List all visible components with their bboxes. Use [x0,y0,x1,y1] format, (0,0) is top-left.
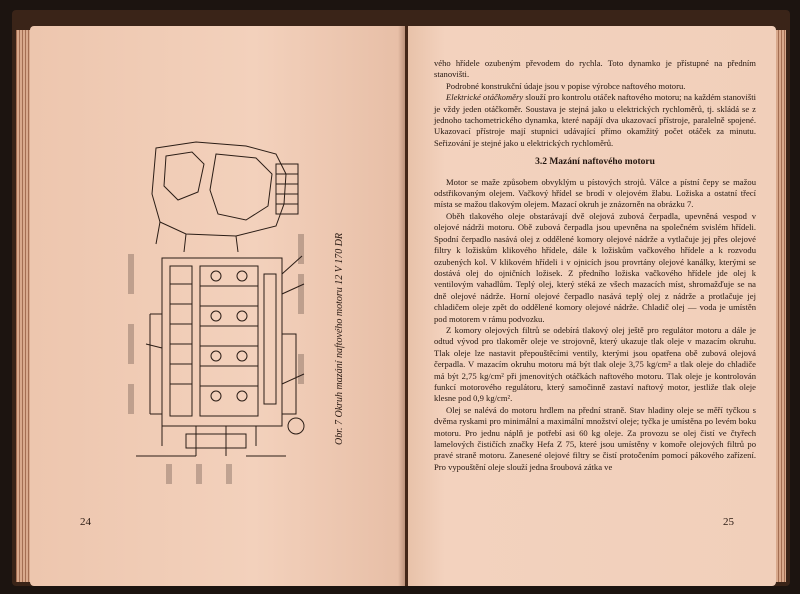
paragraph: Oběh tlakového oleje obstarávají dvě olejová zubová čerpadla, upevněná vespod v olejové nádrži motoru. Obě zubová čerpadla jsou upevněna na společném svislém hřídeli. Spodní čerpadlo nasává olej z oddělené komory olejové nádrže a vytlačuje jej přes olejové filtry k ložiskům klikového hřídele, dále k ložiskům vačkového hřídele a k rozvodu ozubených kol. V klikovém hřídeli i v ojnicích jsou provrtány olejové kanálky, kterými se dostává olej do ojničních ložisek. Z předního ložiska vačkového hřídele jde olej k ventilovým vahadlům. Teplý olej, který stéká ze všech mazacích míst, shromažďuje se na dně olejové nádrže. Horní olejové čerpadlo nasává teplý olej z nádrže a protlačuje jej chladičem oleje zpět do oddělené komory olejové nádrže. Chladič olej — voda je umístěn pod motorem v rámu podvozku. [434,210,756,324]
section-heading: 3.2 Mazání naftového motoru [535,157,655,168]
paragraph-rest: slouží pro kontrolu otáček naftového motoru; na každém stanovišti je vždy jeden otáčkoměr. Soustava je stejná jako u elektrických rychloměrů, tj. skládá se z jednoho tachometrického dynamka, které napájí dva ukazovací přístroje, paralelně spojené. Ukazovací přístroje mají stupnici udávající přímo okamžitý počet otáček za minutu. Seřizování je stejné jako u elektrických rychloměrů. [434,92,756,148]
page-edges-right [776,30,786,582]
left-page [30,26,405,586]
page-number-right: 25 [723,516,734,528]
term-emphasis: Elektrické otáčkoměry [446,92,524,103]
body-text [434,58,756,473]
paragraph [434,92,756,149]
paragraph: Podrobné konstrukční údaje jsou v popise výrobce naftového motoru. [446,80,686,91]
paragraph: Olej se nalévá do motoru hrdlem na přední straně. Stav hladiny oleje se měří tyčkou s dvěma ryskami pro minimální a maximální množství oleje; tyčka je umístěna po levém boku motoru. Pro jednu náplň je potřebí asi 60 kg oleje. Za provozu se olej čistí ve čtyřech lamelových čističích značky Hefa Z 75, které jsou umístěny v komoře olejových filtrů po pravé straně motoru. Zanesené olejové filtry se čistí protočením pomocí pákového zařízení. Pro vypouštění oleje slouží jedna šroubová zátka ve [434,404,756,472]
right-page [408,26,776,586]
page-edges-left [16,30,30,582]
figure-caption: Obr. 7 Okruh mazání naftového motoru 12 V 170 DR [334,232,345,446]
engine-lubrication-diagram [126,134,306,486]
page-number-left: 24 [80,516,91,528]
paragraph: Motor se maže způsobem obvyklým u pístových strojů. Válce a pístní čepy se mažou odstřikovaným olejem. Vačkový hřídel se brodí v olejovém žlabu. Ložiska a ostatní třecí místa se mažou tlakovým olejem. Mazací okruh je znázorněn na obrázku 7. [434,176,756,210]
paragraph: Z komory olejových filtrů se odebírá tlakový olej ještě pro regulátor motoru a dále je odtud vývod pro tlakoměr oleje ve strojovně, který ukazuje tlak oleje v mazacím okruhu. Tlak oleje lze nastavit přepouštěcími ventily, kterými jsou opatřena obě zubová olejová čerpadla. V mazacím okruhu motoru má být tlak oleje 3,75 kg/cm² a tlak oleje do chladiče má být 2,75 kg/cm² při jmenovitých otáčkách naftového motoru. Tlak oleje je kontrolován funkcí motorového regulátoru, který samočinně zastaví naftový motor, jestliže tlak oleje klesne pod 0,9 kg/cm². [434,324,756,404]
paragraph: vého hřídele ozubeným převodem do rychla. Toto dynamko je přístupné na předním stanovišti. [434,58,756,80]
book-spread [12,10,790,586]
